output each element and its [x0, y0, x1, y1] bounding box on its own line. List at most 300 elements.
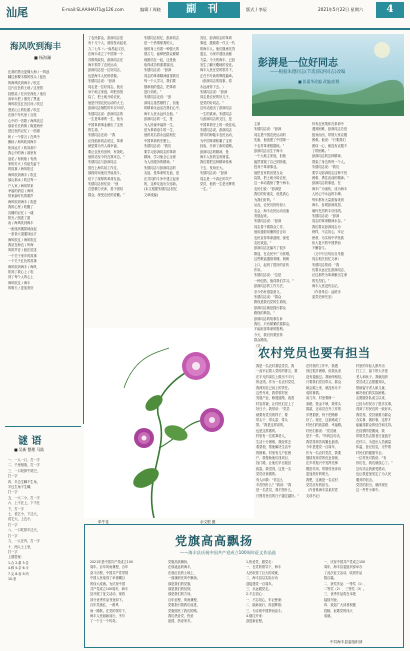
text-line: 那段时间他们并肩战斗，	[88, 171, 124, 176]
text-line: 为人民谋幸福的一生，	[144, 122, 176, 127]
text-line: 海丰人民没有忘记。	[312, 284, 341, 289]
bottom-col2	[168, 560, 242, 625]
text-line: 海丰人民的宝贵财富。	[200, 154, 232, 159]
text-line: 帮。”我是这样说的，	[256, 423, 287, 428]
text-line: 经燃烧 / 在历史深处 / 他们	[8, 91, 47, 96]
text-line: 的业绩。作为一名农村党员，	[256, 380, 298, 385]
text-line: 在那遥远的海丰，	[168, 565, 194, 570]
text-line: 我是一名农村基层党员，我	[256, 364, 295, 368]
text-line: 每年都有大量游客来到	[312, 197, 344, 202]
text-line: 发展起来。	[254, 213, 270, 218]
text-line: 朱德同志说：“彭湃	[200, 171, 228, 176]
text-line: 同志是一个真正的共产	[200, 176, 232, 181]
text-line: 二、获奖作品：一等奖（1）、	[324, 581, 368, 586]
text-line: 路线是我们党的生命线，	[254, 300, 290, 305]
text-line: 同志相关回忆文章）	[312, 257, 341, 262]
text-line: 们要永远记住彭湃同志，	[312, 267, 348, 272]
text-line: 下去，发扬光大。	[200, 165, 226, 170]
text-line: 进行到底。”	[144, 90, 162, 95]
text-line: 他把自家的田契当众	[254, 170, 283, 175]
text-line: 朱德同志说：“彭湃	[88, 79, 116, 84]
article2-title: 农村党员也要有担当	[258, 346, 371, 360]
text-line: 周年。百年风雨兼程，百年	[90, 565, 129, 570]
bottom-feature-title: 党旗高高飘扬	[175, 534, 254, 548]
text-line: 一个大地主家庭，但他	[254, 154, 286, 159]
text-line: 为我们好的。”	[254, 197, 275, 202]
text-line: 成就。	[324, 614, 334, 619]
text-line: 成的事情。	[306, 391, 322, 396]
text-line: 吹到了我心上 / 吹	[8, 270, 34, 275]
text-line: 能赢得群众的信任和支持。	[356, 423, 395, 428]
text-line: 心中的一首歌 / 海风吹过	[8, 118, 43, 123]
text-line: 使命，为实现中华民族	[312, 235, 344, 240]
text-line: 一生是革命的一生，他为	[88, 117, 124, 122]
text-line: 三、一口咬掉牛尾巴，	[8, 468, 40, 473]
text-line: 到了每个人的心上	[8, 275, 34, 280]
riddle-author: ■ 吴新 整理 马陆	[14, 447, 44, 452]
text-line: （作者系海丰县某村党	[306, 488, 338, 493]
text-line: 团结一心，就没有克服不	[312, 143, 348, 148]
text-line: 同志善于做群众工作，	[254, 224, 286, 229]
text-line: 这些年来，我带领村民	[256, 391, 288, 396]
text-line: 就是要为穷人谋幸福，	[88, 144, 120, 149]
text-line: 办实事、做好事，这样才	[356, 418, 392, 423]
bottom-col4	[324, 560, 400, 619]
masthead-date: 2021年5月22日 星期六	[318, 7, 364, 12]
text-line: 经验，开辟了新的道路。	[200, 144, 236, 149]
text-line: 我们要把这种精神传承	[200, 160, 232, 165]
text-line: 海丰领导了农民运动，	[88, 63, 120, 68]
text-line: 4.继往开来：	[246, 614, 265, 619]
text-line: 他是中国农民运动的大王。	[88, 100, 127, 105]
text-line: 彭湃同志的一生，是	[144, 117, 173, 122]
text-line: 三、优秀作品将在本报	[324, 592, 356, 597]
text-line: 七、说它小，下边大，	[8, 512, 40, 517]
text-line: 一个关于家乡的故事	[8, 253, 37, 258]
text-line: 吹向远方 / 吹向那个	[8, 145, 37, 150]
text-line: 总是精力充沛，善于团结	[88, 187, 124, 192]
text-line: 一、在党的领导下，海丰	[246, 565, 282, 570]
text-line: 一个关于红色的故事	[8, 259, 37, 264]
text-line: 朱德同志说：“彭湃	[144, 68, 172, 73]
text-line: 困难。他说：“只要我们	[312, 138, 346, 143]
text-line: 打工了，留下的大多是	[356, 369, 388, 374]
text-line: 一、一人一口，打一字	[8, 458, 40, 462]
text-line: 看望他，帮他解决生活中	[256, 445, 292, 450]
text-line: 在平凡的岗位上做出不平凡	[256, 374, 295, 379]
text-line: 群众，深受农民的爱戴。”	[88, 192, 125, 197]
text-line: 我觉得，党员就要为群众	[356, 412, 392, 417]
riddle-divider	[5, 426, 81, 427]
text-line: 党旗指引着我们前进，	[168, 603, 200, 608]
text-line: 前 / 海风吹到海丰	[8, 221, 34, 226]
text-line: 歌谣，在农民中广为传唱。	[254, 251, 293, 256]
text-line: 户人家 / 海风带来	[8, 183, 34, 188]
text-line: 打一字	[8, 522, 18, 527]
poem-body	[8, 70, 80, 292]
text-line: 带领党员志愿者日夜值守	[356, 434, 392, 439]
text-line: 好日子。我常说：“党员	[256, 407, 290, 412]
article2-col2	[306, 364, 354, 499]
text-line: 我站在海边 / 听海	[8, 243, 34, 247]
text-line: 要学习彭湃同志的革命	[144, 149, 176, 154]
text-line: 得到了村民们的一致好评。	[356, 407, 395, 412]
banner-author: ■ 彭素华改编 改编/彭敬	[298, 79, 340, 84]
text-line: 朱德同志与彭湃同志	[88, 160, 117, 165]
text-line: 海风吹到海丰 / 吹过	[8, 172, 37, 177]
text-line: 的生命。”	[88, 127, 103, 132]
text-line: 解决他们的实际困难。	[356, 391, 388, 396]
text-line: 同志是农民的好儿子，	[200, 95, 232, 100]
text-line: 中国革命事业献出了宝贵	[88, 122, 124, 127]
text-line: 先驱，他创建了中国第一	[254, 138, 290, 143]
text-line: 领导的海陆丰农民运动，	[200, 133, 236, 138]
text-line: 同志的革命精神值得我们	[144, 73, 180, 78]
text-line: （完）	[254, 343, 264, 348]
article1-col3	[200, 36, 250, 193]
text-line: 的海丰人。他们继承先烈	[200, 46, 236, 51]
text-line: 党员，他的一生是光辉的	[200, 181, 236, 186]
text-line: 这些歌谣通俗易懂，朗朗	[254, 257, 290, 262]
text-line: 风的声音 / 她在讲述	[8, 248, 37, 253]
text-line: 我想，这就是一名农村	[306, 477, 338, 482]
text-line: 帮助留守老人和儿童，	[356, 385, 388, 390]
text-line: 那条长长的街 / 街道两旁	[8, 124, 43, 129]
text-line: 缅怀先烈的丰功伟绩。	[312, 208, 344, 213]
text-line: 烧了，把土地分给农民，	[88, 95, 124, 100]
text-line: 村民们的健康安全。	[356, 450, 385, 455]
text-line: （文中引言均出自朱德	[312, 251, 344, 256]
text-line: 遗志，为家乡建设贡献	[200, 52, 232, 57]
text-line: 海丰，参观彭湃故居，	[312, 203, 344, 208]
text-line: 投身于革命事业。	[254, 165, 280, 170]
article1-col5	[312, 122, 366, 300]
text-line: 八、一口吃掉半边天，	[8, 528, 40, 533]
text-line: 10.坐	[8, 576, 17, 581]
text-line: 发生了翻天覆地的变化。	[200, 63, 236, 68]
text-line: 了的困难。”	[312, 149, 330, 154]
text-line: 没有退缩过。我始终相信，	[306, 374, 345, 379]
text-line: 打一字	[8, 533, 18, 538]
text-line: 他的英名将永远铭刻在	[144, 133, 176, 138]
text-line: 至今仍有借鉴意义。	[254, 289, 283, 294]
text-line: 一条条大道通向远方	[8, 232, 37, 237]
text-line: 在那红色的土地上，	[168, 570, 197, 575]
text-line: 作为一名农村党员，我要	[306, 450, 342, 455]
text-line: 幸福的消息 / 海风	[8, 188, 34, 193]
poem-title: 海风吹到海丰	[10, 42, 62, 52]
text-line: 生活十分困难，我经常去	[256, 439, 292, 444]
text-line: 也是海丰人民的骄傲。	[88, 73, 120, 78]
morning-glory-photo	[84, 328, 254, 518]
text-line: 路线的典范。”	[254, 311, 275, 316]
text-line: 彭湃同志的这种精神，	[312, 154, 344, 159]
text-line: 的先烈们。”	[312, 278, 330, 283]
text-line: 他用通俗易懂的语言向	[254, 230, 286, 235]
text-line: 中国革命的史册上。	[144, 138, 173, 143]
text-line: 的精神永远活在我们心中，	[144, 106, 183, 111]
article2-col1	[256, 364, 304, 499]
text-line: 个农村革命根据地。”	[254, 143, 285, 148]
text-line: 彭湃同志的事迹，在	[312, 181, 341, 186]
article1-col4	[254, 122, 308, 349]
text-line: 今年是建党一百周年，	[306, 445, 338, 450]
text-line: 村民们都说：“党员就	[306, 428, 337, 433]
text-line: 高举火把 / 照亮了黑夜	[8, 97, 40, 102]
text-line: 迎接建党一百周年。	[246, 581, 275, 586]
text-line: 在疫情防控期间，我	[356, 428, 385, 433]
text-line: 友谊，是革命的友谊，是	[144, 171, 180, 176]
text-line: 为中国革命积累了宝贵	[200, 138, 232, 143]
text-line: 海风吹到海丰 / 吹进	[8, 199, 37, 204]
text-line: 农民宣传革命道理，深受	[254, 235, 290, 240]
text-line: 朱德同志曾说：“我	[312, 262, 340, 267]
text-line: 致富。我觉得，这是一名	[256, 466, 292, 471]
text-line: 上口，起到了很好的宣传	[254, 262, 290, 267]
text-line: 共产党成立100周年，海丰	[90, 587, 128, 592]
text-line: 朱德同志说：“彭湃	[312, 213, 340, 218]
text-line: 发展产业，修建道路，改善	[256, 396, 295, 401]
text-line: 朱德同志还说：“彭	[144, 95, 172, 100]
masthead-designer: 版式 / 李辰	[246, 7, 267, 12]
text-line: 精神，学习他全心全意	[144, 154, 176, 159]
text-line: 我心中的海 / 那里有	[8, 151, 37, 156]
text-line: 中国人民取得了举世瞩目	[90, 576, 126, 581]
text-line: 彭湃同志的工作方法，	[254, 284, 286, 289]
text-line: 我们热爱党，热爱	[168, 614, 194, 619]
newspaper-logo: 汕尾	[6, 6, 28, 19]
text-line: 奋斗历程，中国共产党带领	[90, 570, 129, 575]
text-line: 一直牢记着入党时的誓言，要	[256, 369, 298, 374]
text-line: 陆续刊登。	[324, 597, 340, 602]
text-line: 打一字	[8, 490, 18, 495]
text-line: 要学习彭湃同志这种不怕	[312, 170, 348, 175]
text-line: 你们在，我们就放心了。”	[356, 461, 393, 466]
text-line: 一种创造，值得我们学习。”	[254, 278, 294, 283]
text-line: 海丰人民砥砺前行，书写	[90, 614, 126, 619]
text-line: 4.鲜 5.奈 6.卡	[8, 566, 29, 571]
banner-title: 彭湃是一位好同志	[258, 58, 338, 69]
text-line: 也让我更加坚定了为人民	[356, 472, 392, 477]
text-line: 2021年是中国共产党成立100	[90, 560, 133, 564]
text-line: 我们的好朋友，他是真心	[254, 192, 290, 197]
text-line: 阳光 / 照进了窗	[8, 215, 31, 220]
text-line: 飘扬 / 海风吹到海丰	[8, 140, 37, 145]
text-line: 只图村民们的日子越过越好。”	[256, 493, 300, 498]
text-line: 在乡村振兴中发挥先锋	[306, 461, 338, 466]
text-line: 海风吹过 / 海丰	[8, 280, 31, 285]
text-line: 就要有党员的样子，要	[256, 412, 288, 417]
text-line: 更加美好的明天。	[306, 472, 332, 477]
text-line: 了农民群众，彭湃同志是	[88, 36, 124, 40]
text-line: 彭湃同志是一位好同志，	[88, 68, 124, 73]
text-line: 辛苦图什么？”我说：“我	[256, 482, 292, 487]
text-line: 半边生角不生鳞，	[8, 485, 34, 490]
text-line: 党旗照亮了我们的路。	[168, 608, 200, 613]
text-line: 是党的好同志。”	[200, 100, 224, 105]
text-line: 从此，农民们纷纷加入	[254, 203, 286, 208]
text-line: 村里的年轻人都外出	[356, 364, 385, 368]
text-line: 彭湃同志还编写了很多	[254, 246, 286, 251]
text-line: 一、庆祝中国共产党成立100	[324, 560, 366, 564]
text-line: 帜 / 一个誓言 / 在风中	[8, 134, 40, 139]
text-line: 农民们说：“彭湃是	[254, 186, 282, 191]
text-line: 那是我们的党旗，	[168, 581, 194, 586]
text-line: 这句话道出了彭湃同志	[200, 106, 232, 111]
text-line: 朱德同志与彭湃同志的	[144, 165, 176, 170]
text-line: 主席	[254, 122, 261, 126]
text-line: (本文根据朱德同志回忆	[144, 187, 178, 192]
text-line: 海丰广为流传，成为海丰	[312, 186, 348, 191]
text-line: 一生。”	[200, 187, 212, 192]
text-line: 作用。	[254, 267, 264, 272]
text-line: 朱德同志说：彭湃同志的	[88, 111, 124, 116]
text-line: 朱德同志说：“群众	[254, 295, 282, 299]
bottom-col3	[246, 560, 320, 625]
text-line: 九、一人在内，打一字	[8, 539, 40, 544]
text-line: 户，我帮助他们找项目、	[256, 455, 292, 460]
page-number: 4	[376, 2, 404, 18]
text-line: 浪花 / 有帆船 / 有渔	[8, 156, 37, 161]
text-line: 在海丰成立了中国第一个	[88, 52, 124, 57]
text-line: 在村口，为进出人员测量	[356, 439, 392, 444]
text-line: 为人民服务的精神。”	[144, 160, 175, 165]
text-line: 家的灯火 / 有祖先留下	[8, 161, 40, 166]
text-line: 五、一大二小，打一字	[8, 495, 40, 500]
text-line: 了此次征文活动，收到作品	[324, 570, 363, 575]
text-line: 挺身而出，带领大家克服	[312, 132, 348, 137]
text-line: 是不一样。”听到这句话，	[306, 434, 343, 439]
text-line: 党旗高高飘扬，	[168, 560, 191, 564]
text-line: 带头干、带头富、带头	[256, 418, 288, 423]
text-line: 朱德同志回忆，彭湃同志	[144, 36, 180, 40]
text-line: 记住那些为革命献出生命	[312, 273, 348, 278]
text-line: 其后，彭湃同志的革命	[200, 36, 232, 40]
text-line: 村民们的致富路、幸福路。	[306, 423, 345, 428]
text-line: 身于地主家庭，却把田契	[88, 90, 124, 95]
section-title: 副 刊	[168, 2, 240, 18]
text-line: 1.热爱党，跟党走：	[246, 560, 275, 564]
text-line: 是一个热情豪爽的人，	[144, 41, 176, 46]
text-line: 同志是一位好同志，他出	[88, 84, 124, 89]
text-line: 老人和孩子。我就组织	[356, 374, 388, 379]
text-line: 已经为村民办了很多实事，	[356, 401, 395, 406]
text-line: 找门路，让他们早日脱贫	[256, 461, 292, 466]
banner-subtitle: ——根据朱德同志(节选)陈洪同志)改编	[270, 70, 346, 75]
text-line: 彭湃同志就是践行群众	[254, 305, 286, 310]
text-line: 雨一路歌。在党的领导下，	[90, 608, 129, 613]
text-line: 在共同的斗争中建立起来	[144, 176, 180, 181]
text-line: 他的话至今仍在我耳边。”	[88, 154, 125, 159]
text-line: 乡贤捐资，终于把路修	[306, 412, 338, 417]
text-line: 不懈奋斗。	[312, 246, 328, 251]
text-line: 六、上不在上，下不在	[8, 501, 40, 506]
text-line: 了一个又一个传奇。	[90, 619, 119, 624]
text-line: 继续发扬党的优良传统，	[306, 455, 342, 460]
bottom-feature-subtitle: ——海丰县庆祝中国共产党成立100周年征文作品选	[180, 550, 276, 555]
text-line: 毅然背叛了自己的阶级，	[254, 159, 290, 164]
text-line: 翻过那棵木棉的枝头 / 蓝色	[8, 75, 47, 80]
poem-author: ■ 杨海澜	[34, 55, 52, 60]
text-line: 捐款，还动员在外工作的	[306, 407, 342, 412]
text-line: 群众路线。	[254, 338, 270, 343]
text-line: 同志是中国农民运动的	[254, 132, 286, 137]
text-line: 百年党旗红，一路风	[90, 603, 119, 608]
text-line: 海丰人民在党的领导下，	[200, 68, 236, 73]
text-line: 一座座高楼拔地而起	[8, 226, 37, 231]
text-line: 我们要以彭湃同志为	[312, 224, 341, 229]
bottom-col1	[90, 560, 164, 625]
text-line: 县开展了征文活动，现将	[90, 592, 126, 597]
flower-illustration	[84, 328, 254, 518]
text-line: 有十几个人，被他发动起来，	[88, 41, 130, 46]
text-line: 一面旗帜在风中飘扬。	[168, 576, 200, 581]
text-line: 周年，海丰县委组织部举办	[324, 565, 363, 570]
text-line: 模范作用，带领村民奔向	[306, 466, 342, 471]
text-line: 是为革命奋斗的一生，	[144, 127, 176, 132]
text-line: 二、砥砺前行，再创辉煌；	[246, 603, 285, 608]
article1-col2	[144, 36, 196, 198]
text-line: 的明天 / 更加美好	[8, 286, 34, 291]
text-line: （作者单位：汕尾市	[312, 289, 341, 294]
text-line: 1.合 2.重 3.告	[8, 560, 29, 565]
text-line: 比我的思念更像大海 / 一阵浪	[8, 70, 50, 74]
text-line: 人民取得了巨大的成就，	[246, 570, 282, 575]
text-line: 投稿，讴歌党的伟大	[324, 608, 353, 613]
text-line: 志愿服务队成立以来，	[356, 396, 388, 401]
text-line: 有人问我：“你这么	[256, 477, 284, 482]
text-line: （彭湃同志的故事，将	[200, 79, 232, 84]
text-line: 地团结在一起，这是他	[144, 57, 176, 62]
text-line: 打一字	[8, 549, 18, 554]
bottom-feature-author: 中共海丰县委组织部	[330, 640, 363, 644]
text-line: 朱德同志说：“彭湃	[200, 90, 228, 95]
text-line: 村里有一位孤寡老人，	[256, 434, 288, 439]
text-line: 彭湃同志出生于海丰	[254, 149, 283, 154]
text-line: 党员成立志愿服务队，	[356, 380, 388, 385]
text-line: 三、永远跟党走。	[246, 587, 272, 592]
text-line: 困难、勇往直前的精神。”	[312, 176, 349, 181]
text-line: 到过很多困难，但我从来	[306, 369, 342, 374]
text-line: 农会，海丰农民运动迅速	[254, 208, 290, 213]
text-line: 四、半边生鳞不生角，	[8, 479, 40, 484]
text-line: 同志的革命精神永存。”	[312, 219, 346, 224]
text-line: 苏维埃政权，彭湃同志在	[88, 57, 124, 62]
text-line: 那是我们的方向。	[168, 592, 194, 597]
text-line: 这一件件小事中。	[356, 488, 382, 493]
text-line: 上期答案：	[8, 555, 24, 560]
text-line: 曾在上海共同工作过，	[88, 165, 120, 170]
text-line: 十、两人土上坐，	[8, 544, 34, 549]
text-line: 结下了深厚的革命友谊。	[88, 176, 124, 181]
text-line: 今天，我们仍要坚持	[254, 332, 283, 337]
text-line: 2.不忘初心：	[246, 592, 265, 597]
text-line: 这句话让我深受感动，	[356, 466, 388, 471]
text-line: 中国革命史上的一段佳话。	[200, 122, 239, 127]
text-line: 党员应该做的。	[256, 472, 279, 477]
riddle-title: 谜 语	[18, 436, 42, 447]
text-line: 二、千里相逢，打一字	[8, 463, 40, 468]
text-line: 海风吹过红宫红场 / 吹过	[8, 102, 43, 107]
text-line: 湃同志虽然牺牲了，但他	[144, 100, 180, 105]
text-line: 莲花山上的杜鹃 / 吹过	[8, 107, 40, 112]
text-line: 海丰人民永远怀念他。”	[144, 111, 178, 116]
text-line: 委党史研究室）	[312, 295, 335, 299]
text-line: 部分优秀作品刊登如下。	[90, 597, 126, 602]
text-line: 数百篇。	[324, 576, 337, 581]
article2-col3	[356, 364, 404, 494]
text-line: 村容村貌，让村民们过上了	[256, 401, 295, 406]
